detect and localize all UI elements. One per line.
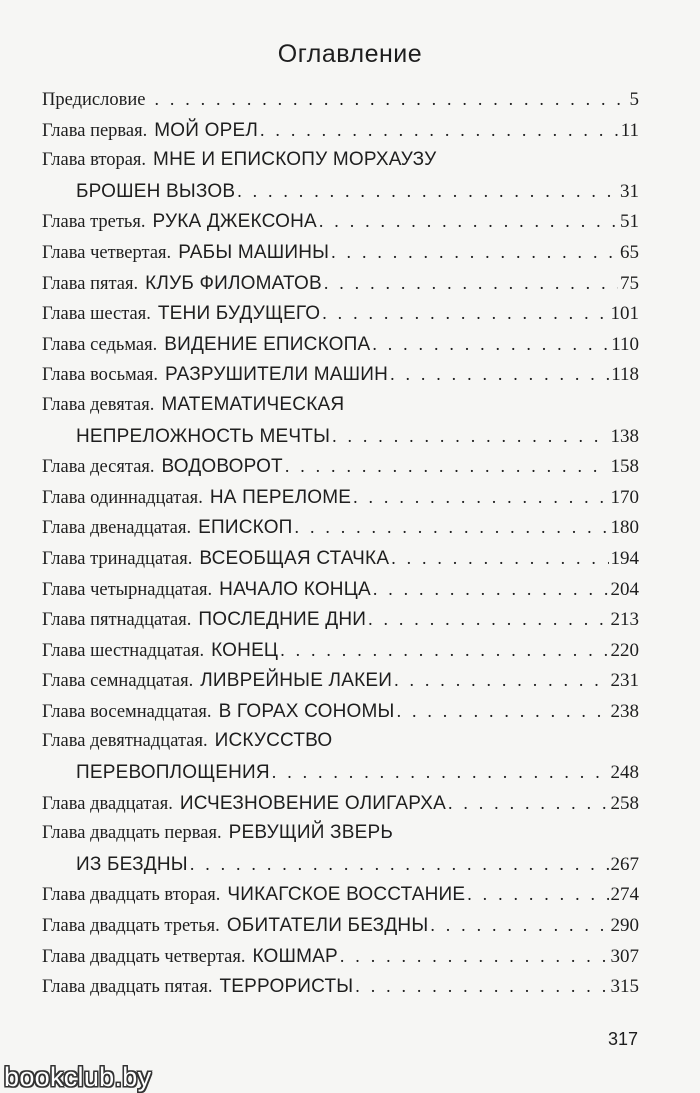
toc-entry-page: 258	[610, 792, 639, 814]
dot-leader	[154, 84, 627, 115]
toc-entry-chapter: Глава третья.	[42, 212, 146, 233]
dot-leader	[394, 665, 608, 696]
toc-entry-chapter: Глава двенадцатая.	[42, 518, 192, 539]
dot-leader	[340, 941, 609, 972]
toc-entry-page: 194	[610, 547, 639, 569]
toc-entry-title: РЕВУЩИЙ ЗВЕРЬ	[228, 822, 394, 844]
toc-entry-page: 180	[610, 517, 639, 539]
toc-entry	[42, 359, 639, 390]
toc-entry-page: 274	[610, 884, 639, 906]
toc-entry-chapter: Глава двадцатая.	[42, 793, 173, 814]
toc-entry-title: МНЕ И ЕПИСКОПУ МОРХАУЗУ	[153, 149, 437, 171]
watermark-logo: bookclub.by	[4, 1062, 152, 1092]
dot-leader	[324, 268, 618, 299]
toc-entry-page: 31	[620, 180, 639, 202]
toc-entry-title-continuation: БРОШЕН ВЫЗОВ	[76, 180, 236, 202]
dot-leader	[280, 635, 608, 666]
toc-entry-title: ТЕНИ БУДУЩЕГО	[157, 303, 321, 325]
toc-entry-page: 231	[610, 670, 639, 692]
toc-entry-continuation-line	[42, 421, 639, 452]
toc-entry-title: ВИДЕНИЕ ЕПИСКОПА	[164, 333, 371, 355]
toc-entry-page: 110	[611, 333, 639, 355]
toc-entry-page: 170	[610, 486, 639, 508]
toc-entry-title-continuation: ИЗ БЕЗДНЫ	[76, 853, 188, 875]
toc-entry-chapter: Глава двадцать третья.	[42, 916, 220, 937]
dot-leader	[331, 237, 618, 268]
toc-entry	[42, 145, 639, 176]
toc-entry-title: КОНЕЦ	[211, 639, 279, 661]
toc-entry-page: 204	[610, 578, 639, 600]
dot-leader	[397, 696, 609, 727]
toc-entry-chapter: Глава семнадцатая.	[42, 671, 194, 692]
toc-entry-title: РАЗРУШИТЕЛИ МАШИН	[164, 364, 389, 386]
toc-entry-chapter: Глава десятая.	[42, 457, 155, 478]
dot-leader	[237, 176, 618, 207]
toc-entry-chapter: Глава одиннадцатая.	[42, 487, 203, 508]
toc-entry	[42, 788, 639, 819]
toc-entry-page: 11	[620, 119, 639, 141]
toc-entry	[42, 482, 639, 513]
toc-entry	[42, 84, 639, 115]
table-of-contents	[42, 84, 639, 1002]
page-title: Оглавление	[277, 40, 423, 68]
toc-entry-title: ЛИВРЕЙНЫЕ ЛАКЕИ	[200, 670, 393, 692]
toc-entry-page: 51	[620, 211, 639, 233]
toc-entry-title: ИСКУССТВО	[214, 730, 333, 752]
toc-entry-page: 290	[610, 915, 639, 937]
toc-entry	[42, 726, 639, 757]
toc-entry-page: 65	[620, 241, 639, 263]
dot-leader	[372, 329, 609, 360]
dot-leader	[448, 788, 609, 819]
dot-leader	[373, 574, 609, 605]
toc-entry	[42, 268, 639, 299]
toc-entry-chapter: Глава двадцать пятая.	[42, 977, 213, 998]
toc-entry-page: 101	[610, 303, 639, 325]
toc-entry-continuation-line	[42, 849, 639, 880]
toc-entry-chapter: Глава первая.	[42, 120, 148, 141]
toc-entry-page: 5	[629, 89, 639, 110]
dot-leader	[355, 971, 608, 1002]
toc-entry-chapter: Глава пятнадцатая.	[42, 610, 192, 631]
toc-entry	[42, 237, 639, 268]
dot-leader	[295, 512, 609, 543]
toc-entry-title: ВОДОВОРОТ	[161, 456, 283, 478]
dot-leader	[332, 421, 608, 452]
dot-leader	[322, 298, 608, 329]
toc-entry	[42, 910, 639, 941]
dot-leader	[467, 879, 608, 910]
toc-entry-page: 267	[610, 853, 639, 875]
toc-entry-title: ВСЕОБЩАЯ СТАЧКА	[199, 547, 390, 569]
dot-leader	[285, 451, 609, 482]
toc-entry-page: 158	[610, 456, 639, 478]
toc-entry-chapter: Глава восьмая.	[42, 365, 158, 386]
toc-entry-chapter: Глава двадцать четвертая.	[42, 946, 246, 967]
toc-entry-chapter: Глава девятая.	[42, 394, 155, 415]
dot-leader	[190, 849, 609, 880]
toc-entry	[42, 635, 639, 666]
toc-entry-page: 315	[610, 976, 639, 998]
toc-entry-title: МОЙ ОРЕЛ	[154, 119, 259, 141]
toc-entry-title: ИСЧЕЗНОВЕНИЕ ОЛИГАРХА	[179, 792, 446, 814]
toc-entry	[42, 329, 639, 360]
toc-entry-title: РАБЫ МАШИНЫ	[178, 241, 330, 263]
toc-entry	[42, 390, 639, 421]
toc-entry-title-continuation: НЕПРЕЛОЖНОСТЬ МЕЧТЫ	[76, 425, 331, 447]
toc-entry	[42, 604, 639, 635]
toc-entry-title: ТЕРРОРИСТЫ	[219, 976, 354, 998]
toc-entry-title: ПОСЛЕДНИЕ ДНИ	[198, 609, 367, 631]
toc-entry-continuation-line	[42, 176, 639, 207]
toc-entry-page: 220	[610, 639, 639, 661]
toc-entry-title: КОШМАР	[252, 945, 338, 967]
toc-entry-title: ОБИТАТЕЛИ БЕЗДНЫ	[226, 915, 429, 937]
dot-leader	[430, 910, 608, 941]
dot-leader	[391, 543, 608, 574]
toc-entry-title: КЛУБ ФИЛОМАТОВ	[145, 272, 322, 294]
toc-entry	[42, 818, 639, 849]
toc-entry-chapter: Глава пятая.	[42, 273, 139, 294]
toc-entry-title: НА ПЕРЕЛОМЕ	[209, 486, 352, 508]
toc-entry-page: 213	[610, 609, 639, 631]
toc-entry-chapter: Глава двадцать вторая.	[42, 885, 221, 906]
toc-entry-chapter: Глава восемнадцатая.	[42, 701, 212, 722]
toc-entry-chapter: Глава шестнадцатая.	[42, 640, 205, 661]
toc-entry	[42, 696, 639, 727]
toc-entry-chapter: Глава шестая.	[42, 304, 151, 325]
dot-leader	[272, 757, 609, 788]
toc-entry-title: МАТЕМАТИЧЕСКАЯ	[161, 393, 345, 415]
dot-leader	[260, 115, 619, 146]
toc-entry-chapter: Глава девятнадцатая.	[42, 731, 208, 752]
toc-entry-title: ЕПИСКОП	[198, 517, 293, 539]
toc-entry-chapter: Глава тринадцатая.	[42, 548, 193, 569]
toc-entry	[42, 665, 639, 696]
toc-entry-title: ЧИКАГСКОЕ ВОССТАНИЕ	[227, 884, 466, 906]
toc-entry-chapter: Глава вторая.	[42, 150, 147, 171]
toc-entry	[42, 512, 639, 543]
toc-entry	[42, 941, 639, 972]
page-number: 317	[607, 1029, 638, 1049]
dot-leader	[390, 359, 609, 390]
toc-entry	[42, 543, 639, 574]
toc-entry-page: 118	[611, 364, 639, 386]
toc-entry	[42, 574, 639, 605]
toc-entry	[42, 115, 639, 146]
toc-entry	[42, 206, 639, 237]
toc-entry	[42, 298, 639, 329]
toc-entry-chapter: Глава седьмая.	[42, 334, 158, 355]
toc-entry-page: 248	[610, 762, 639, 784]
toc-entry	[42, 971, 639, 1002]
toc-entry-page: 138	[610, 425, 639, 447]
dot-leader	[319, 206, 618, 237]
toc-entry-page: 307	[610, 945, 639, 967]
dot-leader	[368, 604, 608, 635]
toc-entry-chapter: Глава четвертая.	[42, 242, 172, 263]
toc-entry-page: 238	[610, 700, 639, 722]
toc-entry-title: В ГОРАХ СОНОМЫ	[218, 700, 395, 722]
toc-entry	[42, 879, 639, 910]
dot-leader	[353, 482, 608, 513]
toc-entry-page: 75	[620, 272, 639, 294]
toc-entry-chapter: Глава четырнадцатая.	[42, 579, 213, 600]
toc-entry	[42, 451, 639, 482]
toc-entry-chapter: Глава двадцать первая.	[42, 823, 222, 844]
toc-entry-title: НАЧАЛО КОНЦА	[219, 578, 371, 600]
toc-entry-title-continuation: ПЕРЕВОПЛОЩЕНИЯ	[76, 762, 270, 784]
toc-entry-chapter: Предисловие	[42, 90, 146, 110]
toc-entry-continuation-line	[42, 757, 639, 788]
toc-entry-title: РУКА ДЖЕКСОНА	[152, 211, 317, 233]
